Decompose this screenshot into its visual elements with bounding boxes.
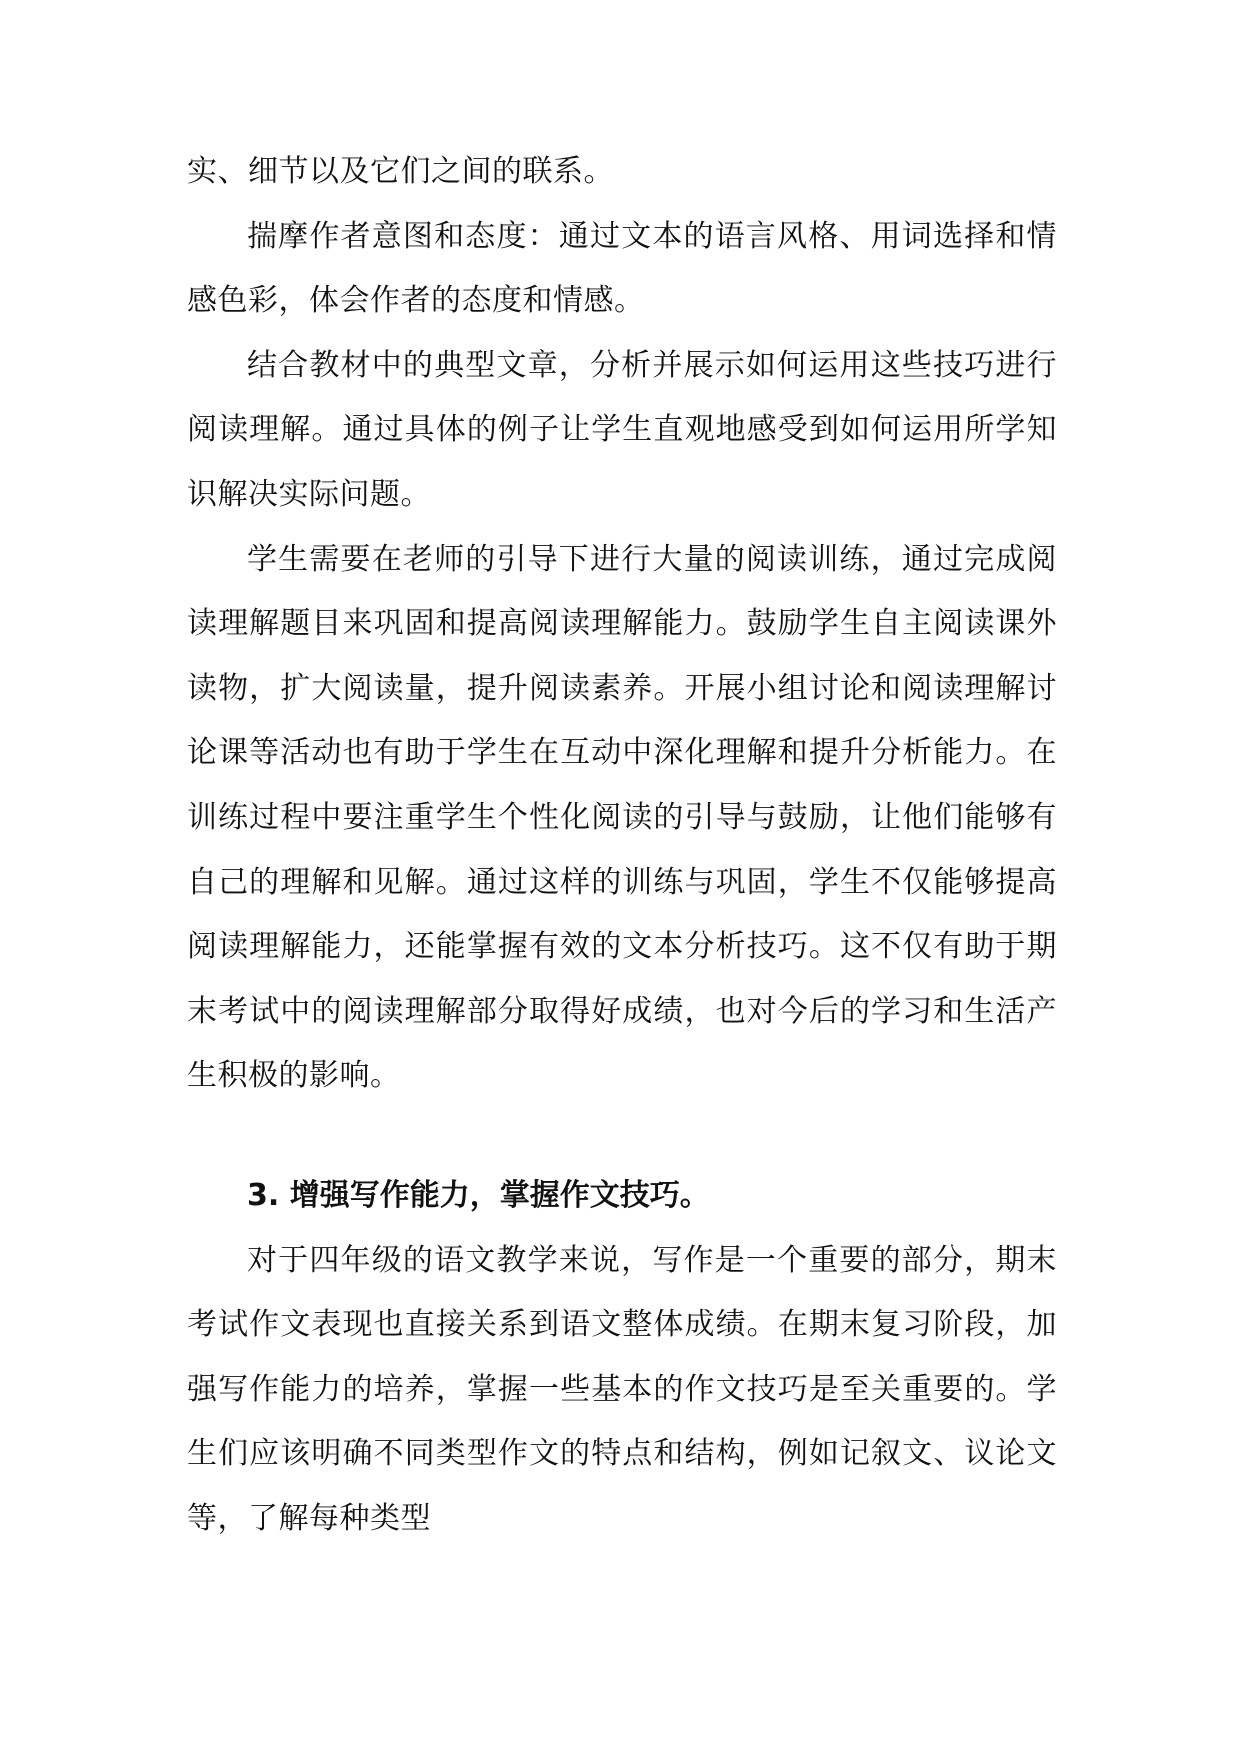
paragraph-textbook-examples: 结合教材中的典型文章，分析并展示如何运用这些技巧进行阅读理解。通过具体的例子让学生直观地感受到如何运用所学知识解决实际问题。 (187, 347, 1057, 512)
paragraph-reading-training: 学生需要在老师的引导下进行大量的阅读训练，通过完成阅读理解题目来巩固和提高阅读理解能力。鼓励学生自主阅读课外读物，扩大阅读量，提升阅读素养。开展小组讨论和阅读理解讨论课等活动也有助于学生在互动中深化理解和提升分析能力。在训练过程中要注重学生个性化阅读的引导与鼓励，让他们能够有自己的理解和见解。通过这样的训练与巩固，学生不仅能够提高阅读理解能力，还能掌握有效的文本分析技巧。这不仅有助于期末考试中的阅读理解部分取得好成绩，也对今后的学习和生活产生积极的影响。 (187, 541, 1057, 1094)
paragraph-author-intent: 揣摩作者意图和态度：通过文本的语言风格、用词选择和情感色彩，体会作者的态度和情感。 (187, 218, 1057, 319)
paragraph-writing-intro: 对于四年级的语文教学来说，写作是一个重要的部分，期末考试作文表现也直接关系到语文整体成绩。在期末复习阶段，加强写作能力的培养，掌握一些基本的作文技巧是至关重要的。学生们应该明确不同类型作文的特点和结构，例如记叙文、议论文等，了解每种类型 (187, 1242, 1057, 1536)
paragraph-continuation: 实、细节以及它们之间的联系。 (187, 154, 614, 189)
document-body (187, 140, 1057, 1551)
section-heading-writing: 3. 增强写作能力，掌握作文技巧。 (247, 1177, 710, 1213)
